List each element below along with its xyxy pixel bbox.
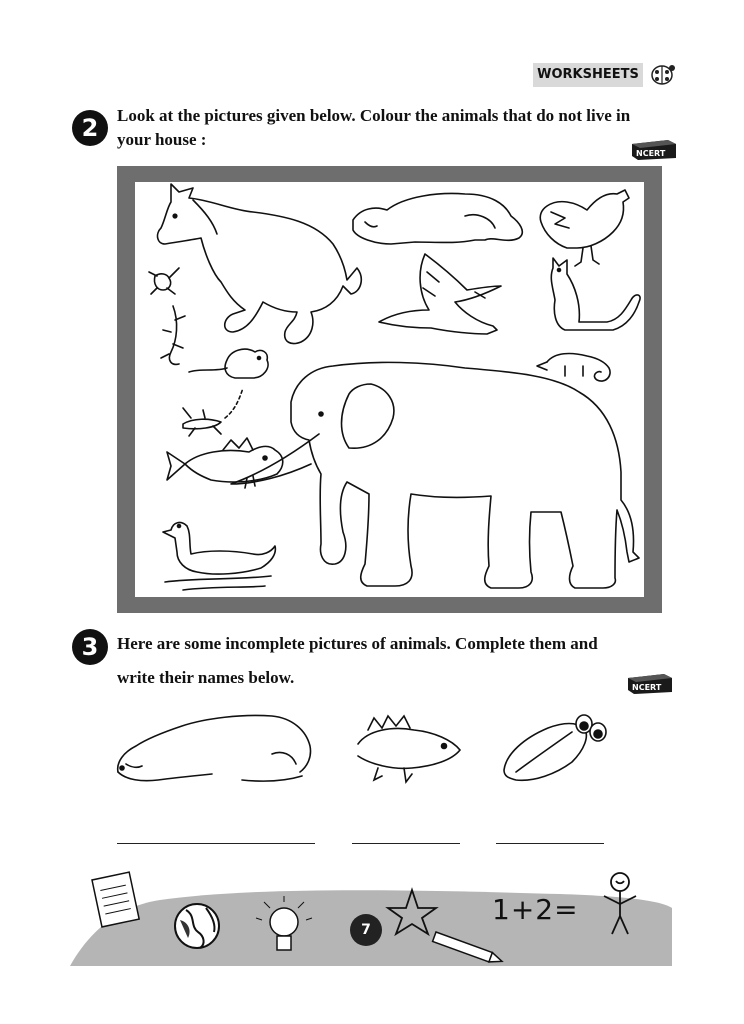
cat-drawing [551,258,640,330]
horse-drawing [158,184,362,344]
ncert-badge-label: NCERT [632,683,662,692]
globe-icon [175,904,219,948]
question-3-number: 3 [72,629,108,665]
ncert-badge-label: NCERT [636,149,666,158]
question-3-text-line2: write their names below. [117,668,295,687]
answer-line-1[interactable] [117,843,315,844]
duck-drawing [163,523,275,590]
page-number: 7 [350,914,382,946]
eagle-drawing [379,254,501,334]
chameleon-drawing [537,354,610,382]
answer-line-3[interactable] [496,843,604,844]
question-3-text-line1: Here are some incomplete pictures of animals. Complete them and [117,634,598,653]
worksheets-tag: WORKSHEETS [533,63,643,87]
incomplete-dog-sketch [112,710,322,790]
elephant-drawing [231,362,639,588]
animals-picture-area [135,182,644,597]
rat-drawing [189,349,268,378]
hen-drawing [540,190,629,266]
question-2-number: 2 [72,110,108,146]
question-2-text-line1: Look at the pictures given below. Colour the animals that do not live in [117,106,631,125]
question-2-text-line2: your house : [117,130,207,149]
ncert-book-icon [624,668,674,696]
notepad-icon [92,872,139,927]
lizard-drawing [149,268,179,294]
answer-line-2[interactable] [352,843,460,844]
incomplete-fish-sketch [348,712,466,788]
sum-text: 1+2= [492,893,579,926]
gecko-drawing [161,306,185,364]
ncert-book-icon [628,134,678,162]
dog-drawing [353,194,522,244]
grasshopper-drawing [183,388,243,436]
incomplete-beetle-sketch [496,710,616,790]
animals-picture-frame [117,166,662,613]
ladybug-icon [648,61,676,87]
fish-drawing [167,438,283,488]
